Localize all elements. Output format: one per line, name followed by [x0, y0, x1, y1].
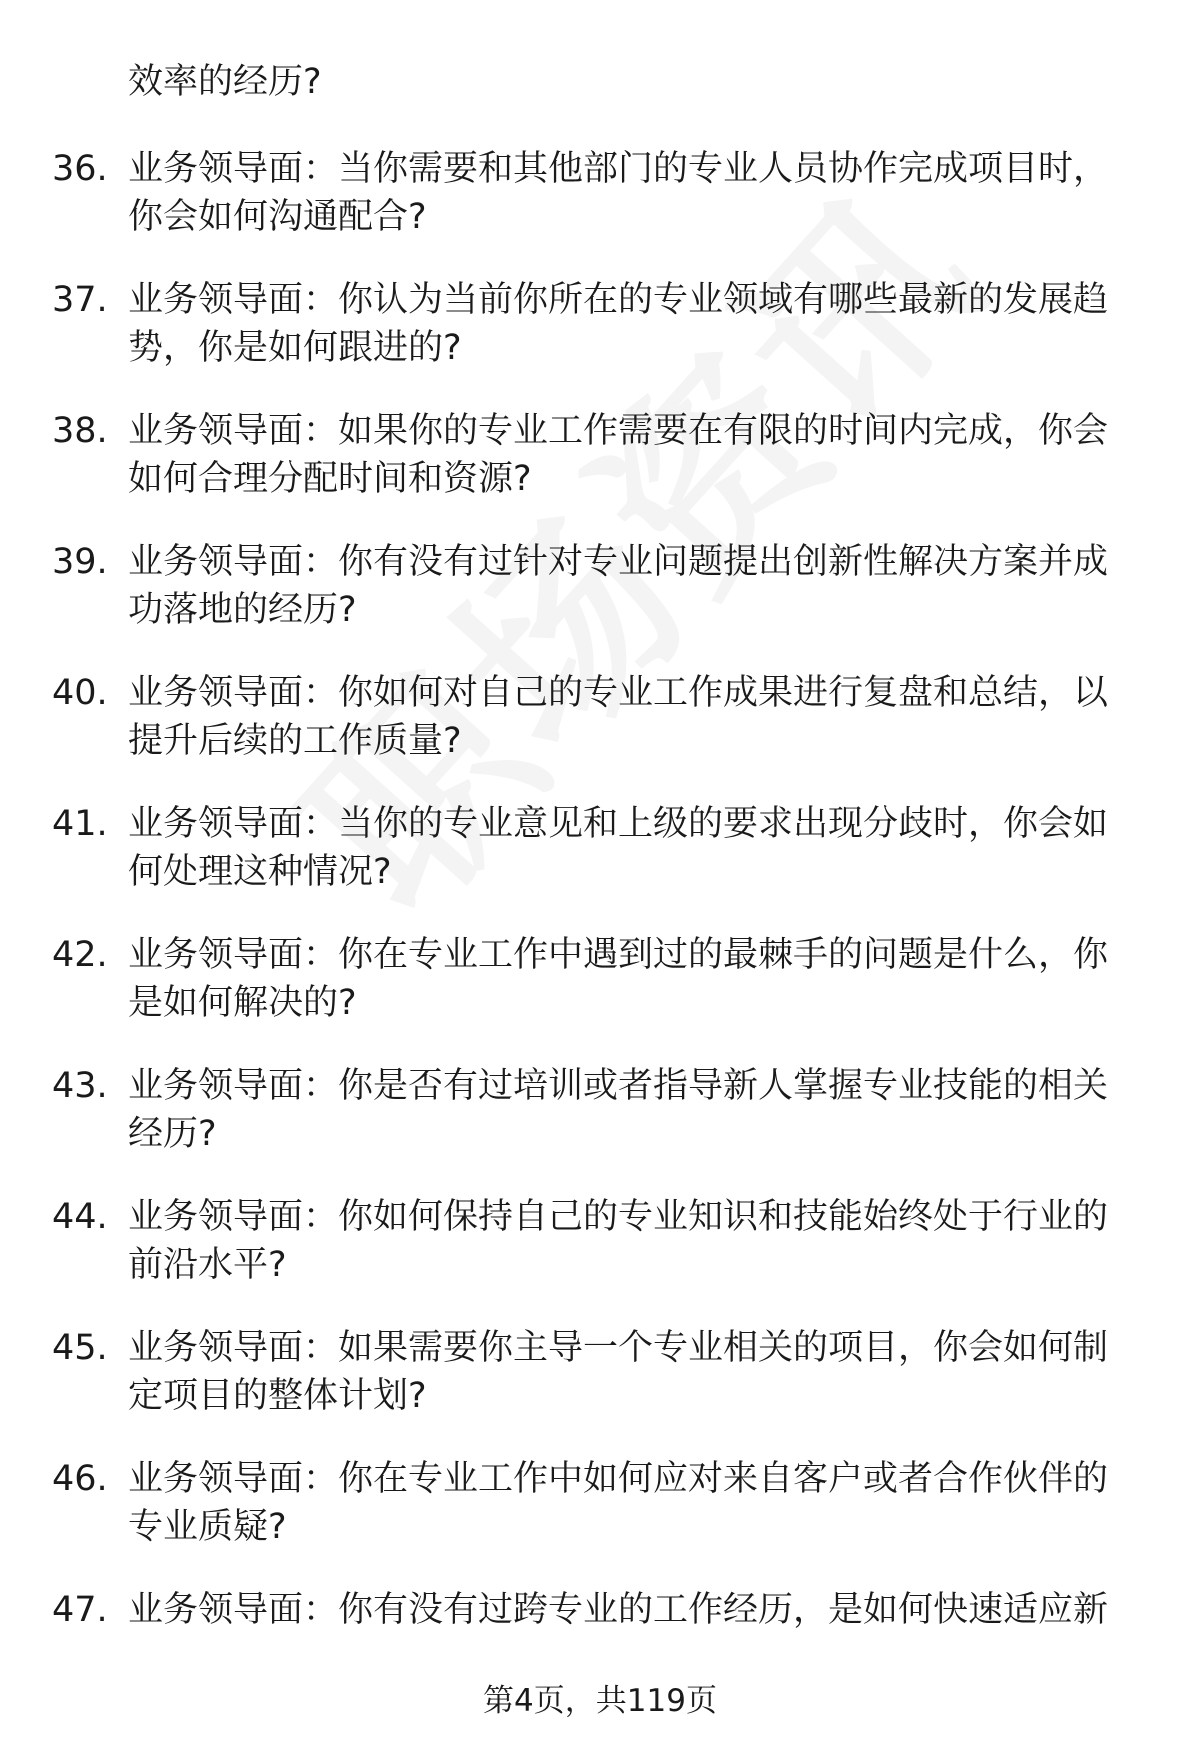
list-item — [0, 276, 1200, 407]
question-text: 业务领导面：你如何对自己的专业工作成果进行复盘和总结，以提升后续的工作质量? — [128, 673, 1109, 761]
question-text: 业务领导面：你在专业工作中如何应对来自客户或者合作伙伴的专业质疑? — [128, 1459, 1109, 1547]
list-item — [0, 931, 1200, 1062]
question-number: 42. — [52, 935, 108, 975]
list-item — [0, 145, 1200, 276]
list-item — [0, 538, 1200, 669]
continued-question-text: 效率的经历? — [128, 62, 322, 102]
question-number: 37. — [52, 280, 108, 320]
question-text: 业务领导面：你有没有过跨专业的工作经历，是如何快速适应新 — [128, 1590, 1109, 1630]
question-text: 业务领导面：你认为当前你所在的专业领域有哪些最新的发展趋势，你是如何跟进的? — [128, 280, 1109, 368]
question-text: 业务领导面：当你需要和其他部门的专业人员协作完成项目时，你会如何沟通配合? — [128, 149, 1109, 237]
question-text: 业务领导面：你如何保持自己的专业知识和技能始终处于行业的前沿水平? — [128, 1197, 1109, 1285]
question-number: 45. — [52, 1328, 108, 1368]
list-item — [0, 1324, 1200, 1455]
question-text: 业务领导面：如果需要你主导一个专业相关的项目，你会如何制定项目的整体计划? — [128, 1328, 1109, 1416]
list-item — [0, 669, 1200, 800]
question-number: 36. — [52, 149, 108, 189]
question-text: 业务领导面：你有没有过针对专业问题提出创新性解决方案并成功落地的经历? — [128, 542, 1109, 630]
question-text: 业务领导面：如果你的专业工作需要在有限的时间内完成，你会如何合理分配时间和资源? — [128, 411, 1109, 499]
question-text: 业务领导面：你在专业工作中遇到过的最棘手的问题是什么，你是如何解决的? — [128, 935, 1109, 1023]
question-text: 业务领导面：你是否有过培训或者指导新人掌握专业技能的相关经历? — [128, 1066, 1109, 1154]
question-number: 40. — [52, 673, 108, 713]
question-text: 业务领导面：当你的专业意见和上级的要求出现分歧时，你会如何处理这种情况? — [128, 804, 1109, 892]
question-number: 38. — [52, 411, 108, 451]
question-number: 47. — [52, 1590, 108, 1630]
question-list — [0, 145, 1200, 1717]
list-item — [0, 407, 1200, 538]
page-footer: 第4页，共119页 — [483, 1683, 717, 1719]
question-number: 41. — [52, 804, 108, 844]
list-item — [0, 1193, 1200, 1324]
list-item — [0, 800, 1200, 931]
list-item — [0, 1455, 1200, 1586]
question-number: 39. — [52, 542, 108, 582]
question-number: 46. — [52, 1459, 108, 1499]
question-number: 43. — [52, 1066, 108, 1106]
question-number: 44. — [52, 1197, 108, 1237]
list-item — [0, 1062, 1200, 1193]
